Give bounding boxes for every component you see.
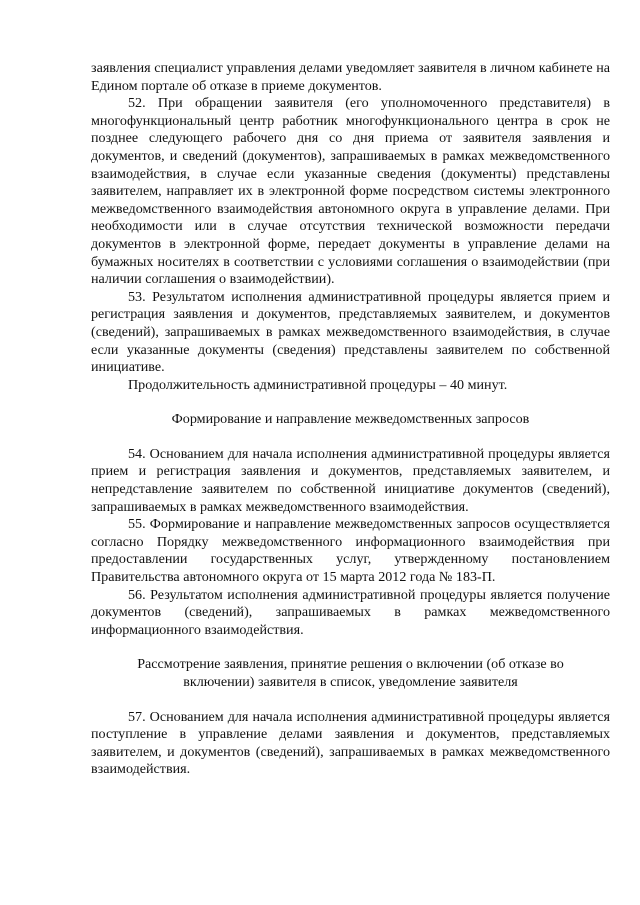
- paragraph-52: 52. При обращении заявителя (его уполномоченного представителя) в многофункциональный центр работник многофункционального центра в срок не позднее следующего рабочего дня со дня приема от заявителя заявления и документов, и сведений (документов), запрашиваемых в рамках межведомственного взаимодействия, в случае если указанные сведения (документы) представлены заявителем, направляет их в электронной форме посредством системы электронного межведомственного взаимодействия автономного округа в управление делами. При необходимости или в случае отсутствия технической возможности передачи документов в электронной форме, передает документы в управление делами на бумажных носителях в соответствии с условиями соглашения о взаимодействии (при наличии соглашения о взаимодействии).: [91, 95, 610, 288]
- spacer: [91, 639, 610, 656]
- spacer: [91, 692, 610, 709]
- paragraph-53: 53. Результатом исполнения административной процедуры является прием и регистрация заявления и документов, представляемых заявителем, и документов (сведений), запрашиваемых в рамках межведомственного взаимодействия, в случае если указанные документы (сведения) представлены заявителем по собственной инициативе.: [91, 288, 610, 376]
- document-page: [91, 60, 610, 779]
- section-heading-interagency-requests: Формирование и направление межведомственных запросов: [171, 411, 530, 428]
- paragraph-55: 55. Формирование и направление межведомственных запросов осуществляется согласно Порядку межведомственного информационного взаимодействия при предоставлении государственных услуг, утвержденному постановлением Правительства автономного округа от 15 марта 2012 года № 183-П.: [91, 516, 610, 586]
- section-heading-review-line-2: включении) заявителя в список, уведомление заявителя: [183, 674, 518, 690]
- paragraph-53-duration: Продолжительность административной процедуры – 40 минут.: [128, 376, 508, 393]
- spacer: [91, 394, 610, 411]
- section-heading-review-line-1: Рассмотрение заявления, принятие решения о включении (об отказе во: [137, 656, 564, 673]
- spacer: [91, 429, 610, 446]
- paragraph-54: 54. Основанием для начала исполнения административной процедуры является прием и регистрация заявления и документов, представляемых заявителем, и непредставление заявителем по собственной инициативе документов (сведений), запрашиваемых в рамках межведомственного взаимодействия.: [91, 445, 610, 515]
- paragraph-57: 57. Основанием для начала исполнения административной процедуры является поступление в управление делами заявления и документов, представляемых заявителем, и документов (сведений), запрашиваемых в рамках межведомственного взаимодействия.: [91, 708, 610, 778]
- paragraph-56: 56. Результатом исполнения административной процедуры является получение документов (сведений), запрашиваемых в рамках межведомственного информационного взаимодействия.: [91, 586, 610, 638]
- paragraph-intro: заявления специалист управления делами уведомляет заявителя в личном кабинете на Едином портале об отказе в приеме документов.: [91, 60, 610, 94]
